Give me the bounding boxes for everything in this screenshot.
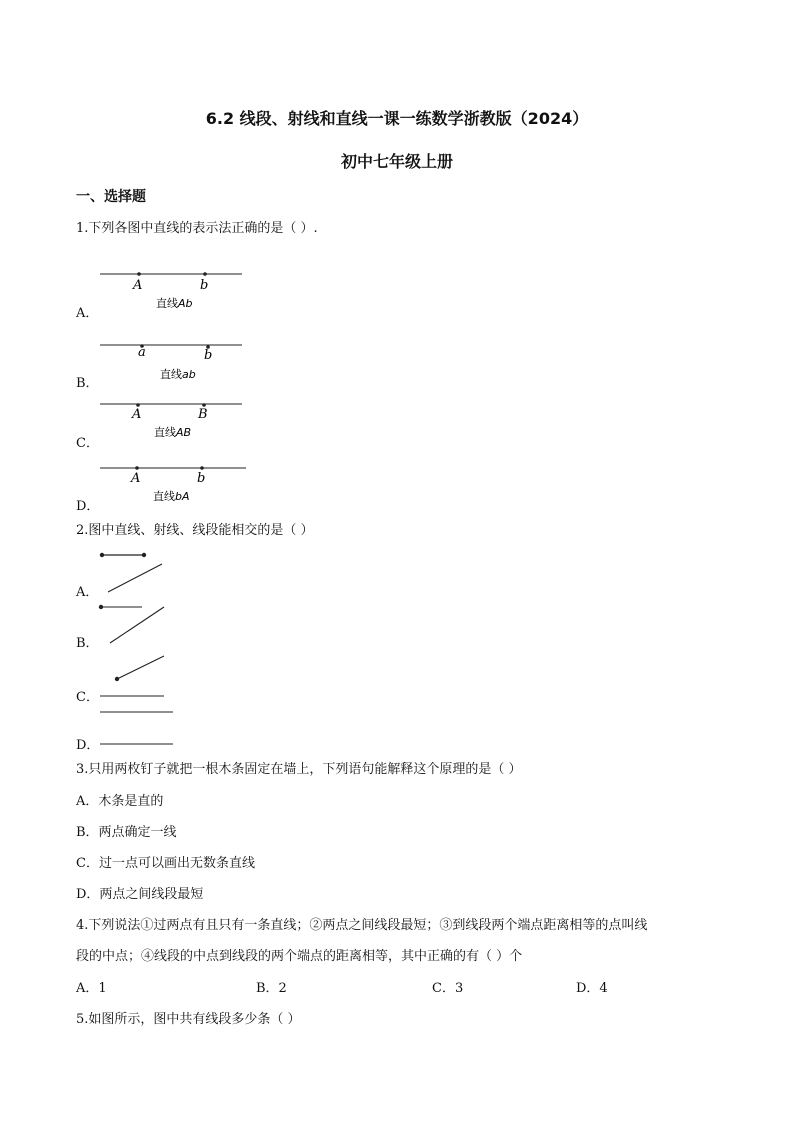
- caption-prefix: 直线: [154, 426, 176, 439]
- caption-var: AB: [176, 426, 192, 439]
- svg-text:直线bA: [153, 489, 190, 503]
- q1-option-b-figure: [96, 336, 246, 384]
- q2-option-c-figure: [96, 652, 176, 702]
- q3-option-d: D．两点之间线段最短: [76, 887, 204, 902]
- q4-option-b: B．2: [256, 981, 287, 996]
- point: [203, 272, 207, 276]
- section-heading: 一、选择题: [76, 189, 146, 205]
- question-1-text: 1.下列各图中直线的表示法正确的是（ ）.: [76, 221, 318, 236]
- caption-prefix: 直线: [156, 297, 178, 310]
- point-label: A: [132, 407, 142, 422]
- q2-option-b-label: B．: [76, 636, 99, 651]
- svg-text:直线ab: [160, 367, 196, 381]
- q3-option-a: A．木条是直的: [76, 794, 164, 809]
- q2-option-b-figure: [96, 600, 176, 648]
- endpoint: [100, 553, 104, 557]
- question-4-line2: 段的中点；④线段的中点到线段的两个端点的距离相等，其中正确的有（ ）个: [76, 949, 523, 964]
- q4-option-c: C．3: [432, 981, 464, 996]
- caption-var: bA: [175, 490, 190, 503]
- point-label: b: [200, 278, 209, 293]
- point-label: A: [131, 471, 141, 486]
- point-label: a: [138, 345, 146, 360]
- endpoint: [142, 553, 146, 557]
- doc-title-line2: 初中七年级上册: [340, 152, 453, 171]
- caption-prefix: 直线: [153, 490, 175, 503]
- q2-option-a-label: A．: [76, 585, 99, 600]
- point: [137, 272, 141, 276]
- q2-option-c-label: C．: [76, 690, 99, 705]
- q1-option-a-figure: [96, 264, 246, 312]
- caption-prefix: 直线: [160, 368, 182, 381]
- q1-option-d-label: D．: [76, 499, 100, 514]
- question-3-text: 3.只用两枚钉子就把一根木条固定在墙上，下列语句能解释这个原理的是（ ）: [76, 762, 522, 777]
- q1-option-c-label: C．: [76, 436, 99, 451]
- svg-text:直线AB: [154, 425, 191, 439]
- line: [108, 564, 162, 592]
- ray: [117, 656, 164, 679]
- caption-var: Ab: [178, 297, 193, 310]
- q3-option-b: B．两点确定一线: [76, 825, 177, 840]
- q2-option-a-figure: [96, 548, 176, 598]
- point-label: b: [197, 471, 206, 486]
- question-5-text: 5.如图所示，图中共有线段多少条（ ）: [76, 1012, 301, 1027]
- q4-option-a: A．1: [76, 981, 107, 996]
- q1-option-b-label: B．: [76, 376, 99, 391]
- q1-option-c-figure: [96, 396, 246, 442]
- point: [200, 466, 204, 470]
- q1-option-a-label: A．: [76, 306, 99, 321]
- q4-option-d: D．4: [576, 981, 608, 996]
- doc-title-line1: 6.2 线段、射线和直线一课一练数学浙教版（2024）: [205, 109, 589, 128]
- point-label: B: [198, 407, 208, 422]
- endpoint: [99, 605, 103, 609]
- svg-text:直线Ab: [156, 296, 193, 310]
- q2-option-d-label: D．: [76, 738, 100, 753]
- question-2-text: 2.图中直线、射线、线段能相交的是（ ）: [76, 523, 314, 538]
- q3-option-c: C．过一点可以画出无数条直线: [76, 856, 255, 871]
- line: [110, 607, 164, 643]
- point-label: b: [204, 348, 213, 363]
- question-4-line1: 4.下列说法①过两点有且只有一条直线；②两点之间线段最短；③到线段两个端点距离相等的点叫线: [76, 918, 648, 933]
- point: [135, 466, 139, 470]
- point-label: A: [133, 278, 143, 293]
- q1-option-d-figure: [96, 460, 250, 506]
- q2-option-d-figure: [96, 704, 178, 748]
- caption-var: ab: [182, 368, 196, 381]
